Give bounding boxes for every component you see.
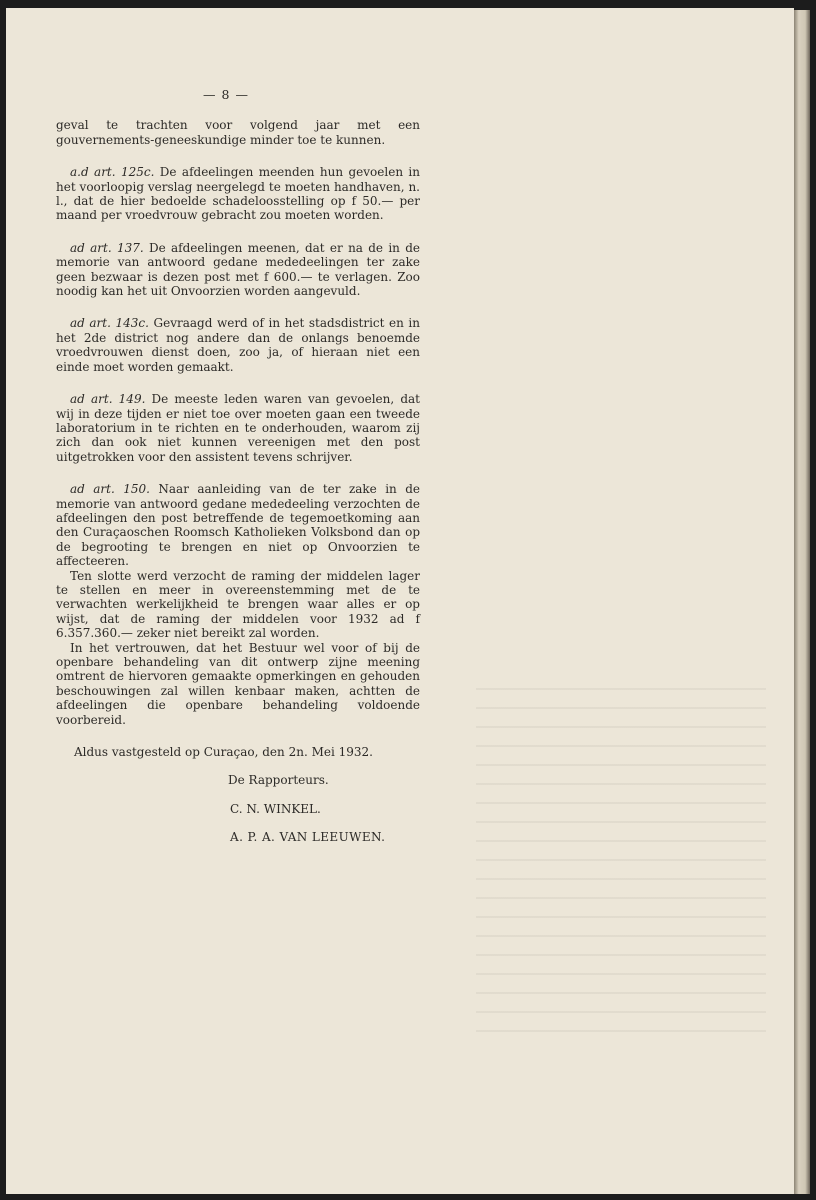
rapporteurs-title: De Rapporteurs. xyxy=(228,773,329,788)
paragraph-art-150 xyxy=(56,482,420,568)
paragraph-ten-slotte xyxy=(56,569,420,641)
page-number: — 8 — xyxy=(203,87,249,102)
page-body xyxy=(56,88,420,859)
paragraph-text: Gevraagd werd of in het stadsdistrict en in het 2de district nog andere dan de onlangs benoemde vroedvrouwen dienst doen, zoo ja, of hieraan niet een einde moet worden gemaakt. xyxy=(56,316,420,374)
paragraph-text: De meeste leden waren van gevoelen, dat wij in deze tijden er niet toe over moeten gaan een tweede laboratorium in te richten en te onderhouden, waarom zij zich dan ook niet kunnen vereenigen met den post uitgetrokken voor den assistent tevens schrijver. xyxy=(56,392,420,464)
article-reference: ad art. 149. xyxy=(70,392,146,407)
article-reference: ad art. 137. xyxy=(70,240,144,255)
paragraph-vertrouwen xyxy=(56,641,420,727)
paragraph-text: In het vertrouwen, dat het Bestuur wel voor of bij de openbare behandeling van dit ontwerp zijne meening omtrent de hiervoren gemaakte opmerkingen en gehouden beschouwingen zal willen kenbaar maken, achtten de afdeelingen die openbare behandeling voldoende voorbereid. xyxy=(56,640,420,727)
article-reference: a.d art. 125c. xyxy=(70,165,155,180)
signer-winkel: C. N. WINKEL. xyxy=(230,801,321,816)
signer-van-leeuwen: A. P. A. VAN LEEUWEN. xyxy=(230,830,386,845)
paragraph-text: geval te trachten voor volgend jaar met een gouvernements-geneeskundige minder toe te kunnen. xyxy=(56,118,420,147)
article-reference: ad art. 150. xyxy=(70,482,150,497)
show-through-text xyxy=(476,688,766,1048)
paragraph-text: De afdeelingen meenden hun gevoelen in het voorloopig verslag neergelegd te moeten handhaven, n. l., dat de hier bedoelde schadeloosstelling op f 50.— per maand per vroedvrouw gebracht zou moeten worden. xyxy=(56,165,420,223)
paragraph-art-137 xyxy=(56,241,420,299)
paragraph-art-125c xyxy=(56,165,420,223)
paragraph-intro xyxy=(56,118,420,147)
closing-block xyxy=(56,745,420,845)
article-reference: ad art. 143c. xyxy=(70,316,149,331)
book-spine-edge xyxy=(794,10,810,1194)
paragraph-art-149 xyxy=(56,392,420,464)
paragraph-art-143c xyxy=(56,316,420,374)
paragraph-text: De afdeelingen meenen, dat er na de in de memorie van antwoord gedane mededeelingen ter zake geen bezwaar is dezen post met f 600.— te verlagen. Zoo noodig kan het uit Onvoorzien worden aangevuld. xyxy=(56,240,420,299)
paragraph-text: Ten slotte werd verzocht de raming der middelen lager te stellen en meer in overeenstemming met de te verwachten werkelijkheid te brengen waar alles er op wijst, dat de raming der middelen voor 1932 ad f 6.357.360.— zeker niet bereikt zal worden. xyxy=(56,568,420,641)
paragraph-text: Naar aanleiding van de ter zake in de memorie van antwoord gedane mededeeling verzochten de afdeelingen den post betreffende de tegemoetkoming aan den Curaçaoschen Roomsch Katholieken Volksbond dan op de begrooting te brengen en niet op Onvoorzien te affecteeren. xyxy=(56,482,420,569)
place-date-line: Aldus vastgesteld op Curaçao, den 2n. Mei 1932. xyxy=(74,745,373,760)
